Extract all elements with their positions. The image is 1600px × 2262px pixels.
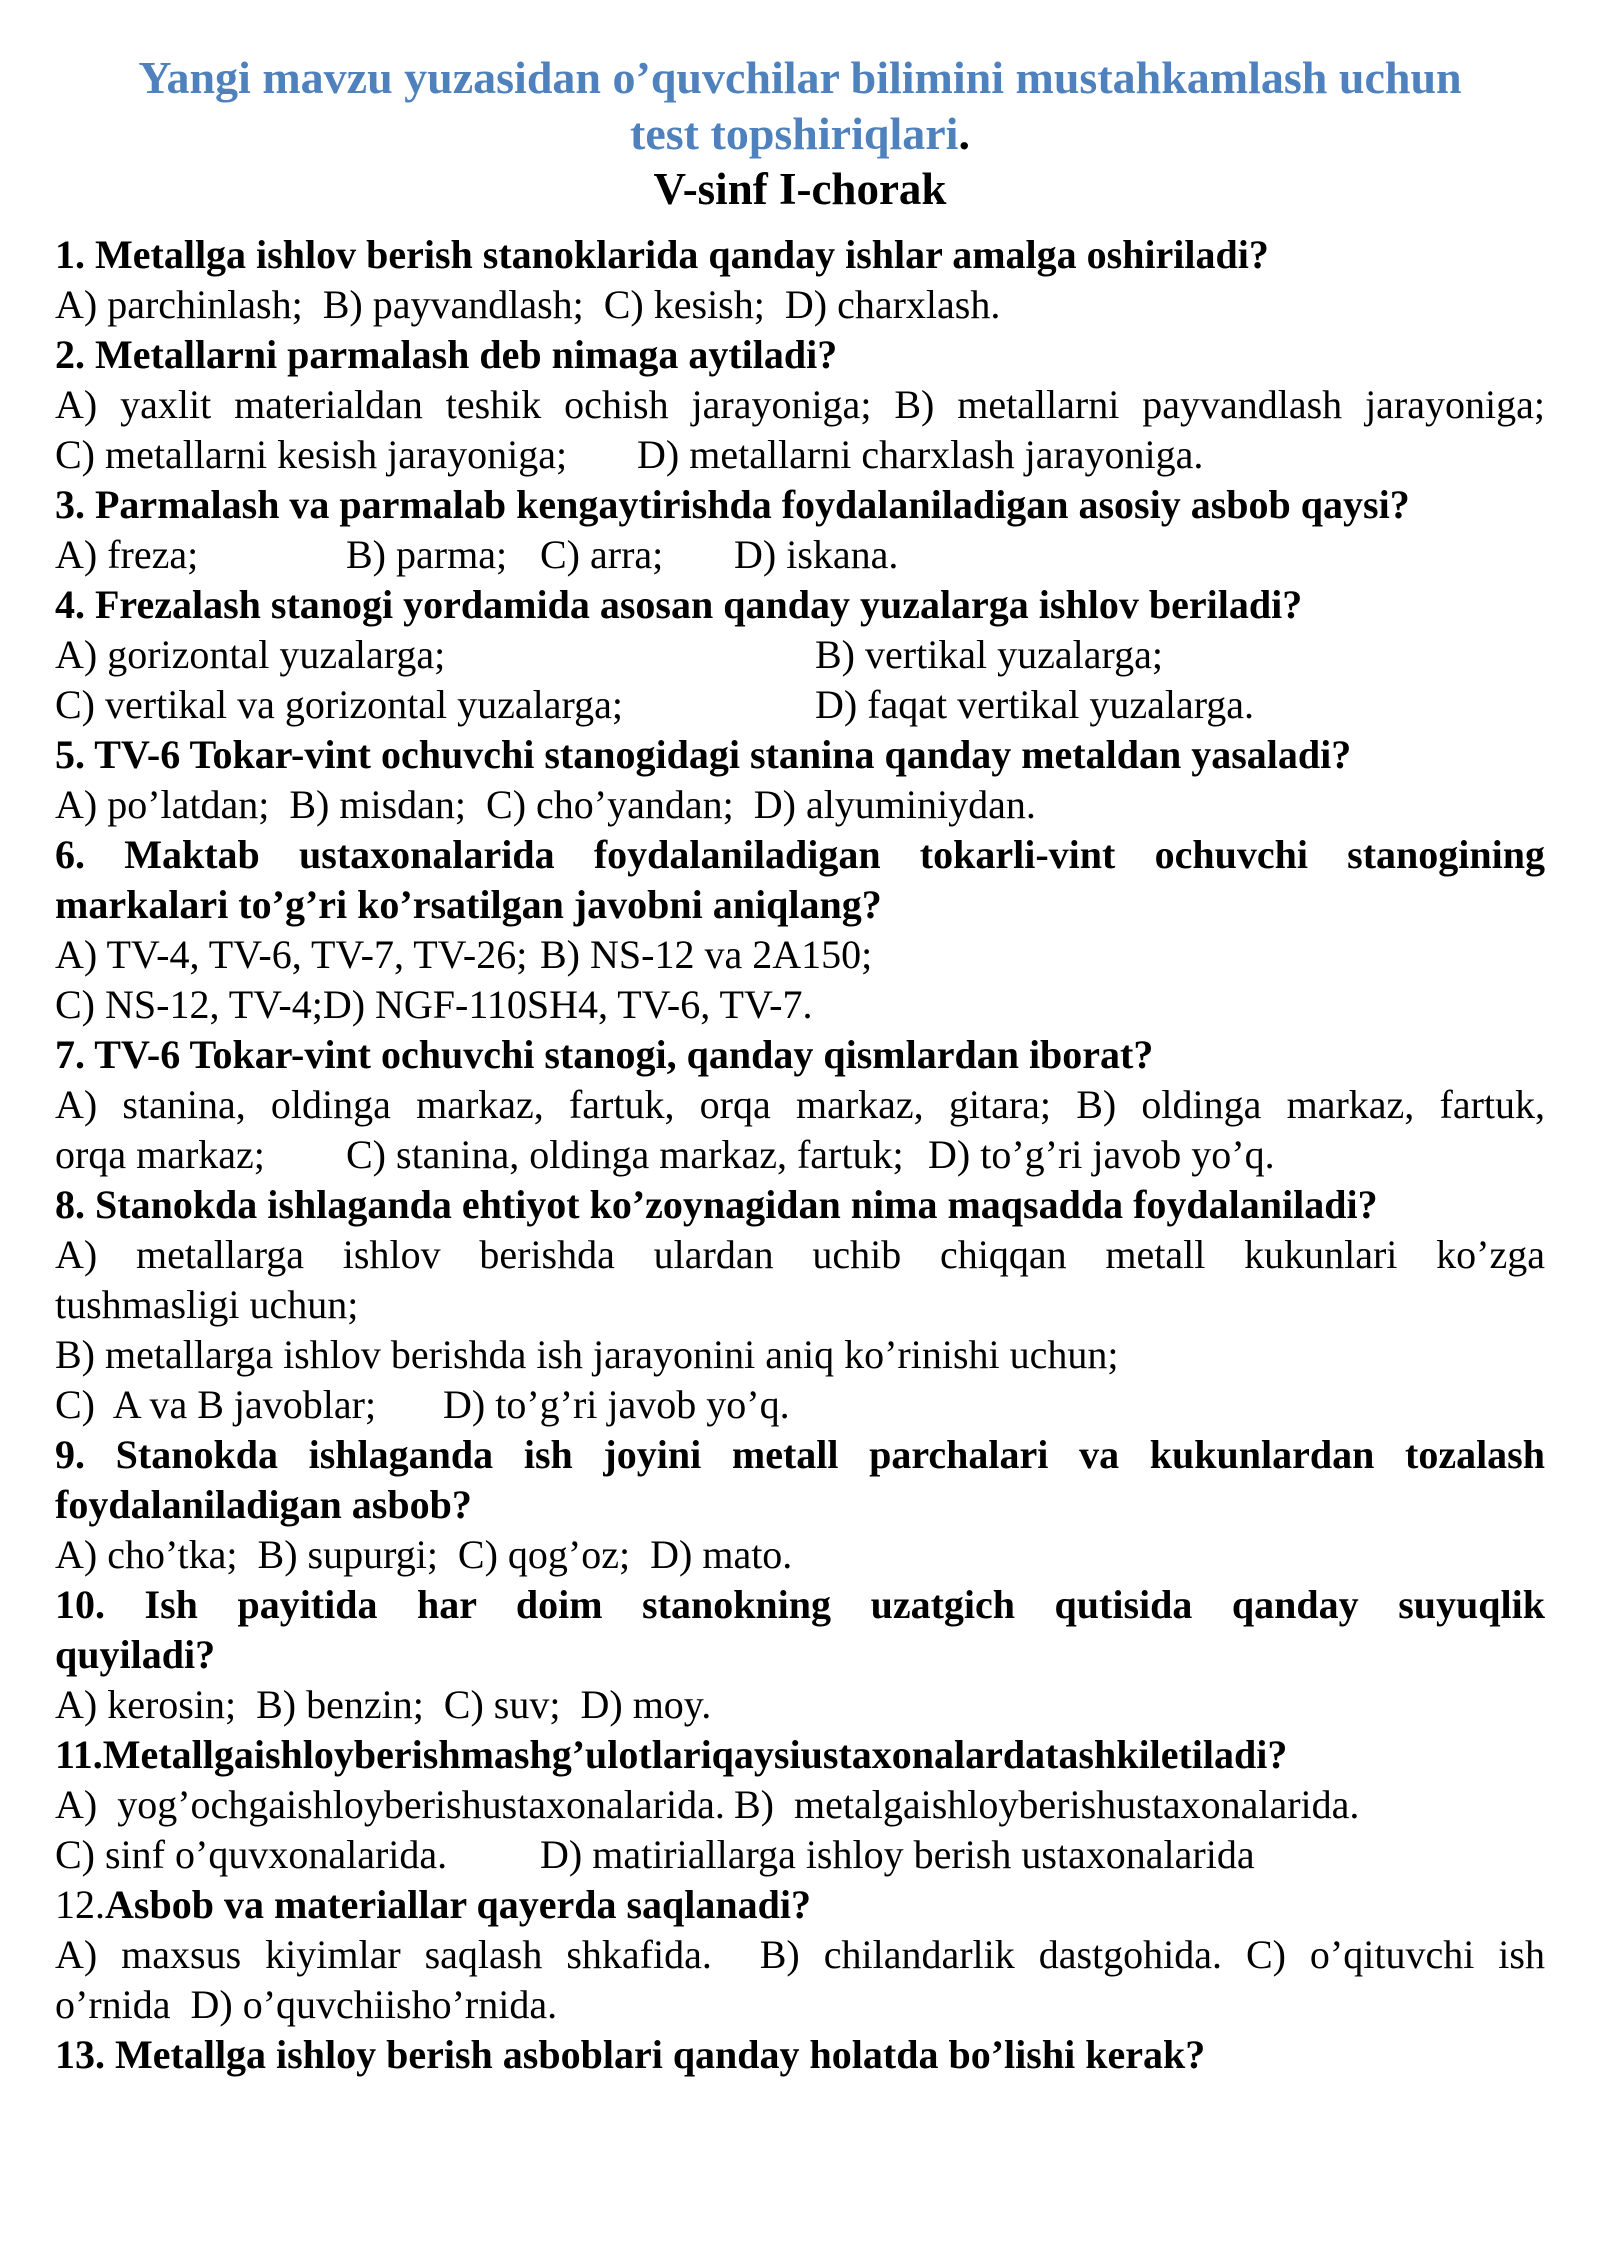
question-10: [55, 1580, 1545, 1730]
title-line-1: Yangi mavzu yuzasidan o’quvchilar bilimini mustahkamlash uchun: [138, 52, 1462, 103]
question-11-options-line-2: C) sinf o’quvxonalarida. D) matiriallarga ishloy berish ustaxonalarida: [55, 1832, 1255, 1877]
title-period: .: [958, 108, 970, 159]
question-13-heading: 13. Metallga ishloy berish asboblari qanday holatda bo’lishi kerak?: [55, 2032, 1206, 2077]
question-8-option-a-line-2: tushmasligi uchun;: [55, 1282, 359, 1327]
question-5: [55, 730, 1545, 830]
question-10-options: A) kerosin; B) benzin; C) suv; D) moy.: [55, 1682, 712, 1727]
question-5-options: A) po’latdan; B) misdan; C) cho’yandan; D) alyuminiydan.: [55, 782, 1036, 827]
question-11-options-line-1: A) yog’ochgaishloyberishustaxonalarida. B) metalgaishloyberishustaxonalarida.: [55, 1782, 1360, 1827]
question-4-options-line-1: A) gorizontal yuzalarga; B) vertikal yuzalarga;: [55, 632, 1164, 677]
question-3-heading: 3. Parmalash va parmalab kengaytirishda foydalaniladigan asosiy asbob qaysi?: [55, 482, 1410, 527]
question-13: [55, 2030, 1545, 2080]
question-8: [55, 1180, 1545, 1430]
question-8-heading: 8. Stanokda ishlaganda ehtiyot ko’zoynagidan nima maqsadda foydalaniladi?: [55, 1182, 1378, 1227]
question-8-options-c-d: C) A va B javoblar; D) to’g’ri javob yo’q.: [55, 1382, 790, 1427]
question-6: [55, 830, 1545, 1030]
question-2-heading: 2. Metallarni parmalash deb nimaga aytiladi?: [55, 332, 838, 377]
question-10-heading-line-2: quyiladi?: [55, 1632, 216, 1677]
question-7: [55, 1030, 1545, 1180]
question-9-heading-line-1: 9. Stanokda ishlaganda ish joyini metall parchalari va kukunlardan tozalash: [55, 1432, 1545, 1477]
question-12-heading: [55, 1880, 1545, 1930]
question-11: [55, 1730, 1545, 1880]
question-7-heading: 7. TV-6 Tokar-vint ochuvchi stanogi, qanday qismlardan iborat?: [55, 1032, 1154, 1077]
document-title: [55, 50, 1545, 162]
question-9-options: A) cho’tka; B) supurgi; C) qog’oz; D) mato.: [55, 1532, 793, 1577]
question-2-options-line-2: C) metallarni kesish jarayoniga; D) metallarni charxlash jarayoniga.: [55, 432, 1204, 477]
question-12-options-line-1: A) maxsus kiyimlar saqlash shkafida. B) chilandarlik dastgohida. C) o’qituvchi ish: [55, 1932, 1545, 1977]
question-1-options: A) parchinlash; B) payvandlash; C) kesish; D) charxlash.: [55, 282, 1001, 327]
question-12: [55, 1880, 1545, 2030]
question-10-heading-line-1: 10. Ish payitida har doim stanokning uzatgich qutisida qanday suyuqlik: [55, 1582, 1545, 1627]
question-1: [55, 230, 1545, 330]
question-8-option-b: B) metallarga ishlov berishda ish jarayonini aniq ko’rinishi uchun;: [55, 1332, 1119, 1377]
question-6-options-line-1: A) TV-4, TV-6, TV-7, TV-26; B) NS-12 va 2A150;: [55, 932, 873, 977]
question-5-heading: 5. TV-6 Tokar-vint ochuvchi stanogidagi stanina qanday metaldan yasaladi?: [55, 732, 1352, 777]
question-6-heading-line-1: 6. Maktab ustaxonalarida foydalaniladigan tokarli-vint ochuvchi stanogining: [55, 832, 1545, 877]
question-11-heading: 11.Metallgaishloyberishmashg’ulotlariqaysiustaxonalardatashkiletiladi?: [55, 1732, 1288, 1777]
question-12-options-line-2: o’rnida D) o’quvchiisho’rnida.: [55, 1982, 558, 2027]
question-3: [55, 480, 1545, 580]
question-9-heading-line-2: foydalaniladigan asbob?: [55, 1482, 472, 1527]
question-12-number: 12.: [55, 1882, 105, 1927]
question-3-options: A) freza; B) parma; C) arra; D) iskana.: [55, 532, 899, 577]
question-8-option-a-line-1: A) metallarga ishlov berishda ulardan uchib chiqqan metall kukunlari ko’zga: [55, 1232, 1545, 1277]
question-2-options-line-1: A) yaxlit materialdan teshik ochish jarayoniga; B) metallarni payvandlash jarayoniga;: [55, 382, 1545, 427]
title-line-2: test topshiriqlari: [630, 108, 959, 159]
question-4-options-line-2: C) vertikal va gorizontal yuzalarga; D) faqat vertikal yuzalarga.: [55, 682, 1255, 727]
question-7-options-line-2: orqa markaz; C) stanina, oldinga markaz, fartuk; D) to’g’ri javob yo’q.: [55, 1132, 1275, 1177]
question-2: [55, 330, 1545, 480]
question-list: [55, 230, 1545, 2080]
question-6-heading-line-2: markalari to’g’ri ko’rsatilgan javobni aniqlang?: [55, 882, 882, 927]
question-9: [55, 1430, 1545, 1580]
question-4: [55, 580, 1545, 730]
question-12-heading-text: Asbob va materiallar qayerda saqlanadi?: [105, 1882, 811, 1927]
question-1-heading: 1. Metallga ishlov berish stanoklarida qanday ishlar amalga oshiriladi?: [55, 232, 1269, 277]
question-4-heading: 4. Frezalash stanogi yordamida asosan qanday yuzalarga ishlov beriladi?: [55, 582, 1303, 627]
question-7-options-line-1: A) stanina, oldinga markaz, fartuk, orqa markaz, gitara; B) oldinga markaz, fartuk,: [55, 1082, 1545, 1127]
question-6-options-line-2: C) NS-12, TV-4;D) NGF-110SH4, TV-6, TV-7.: [55, 982, 813, 1027]
document-subtitle: V-sinf I-chorak: [653, 164, 947, 214]
